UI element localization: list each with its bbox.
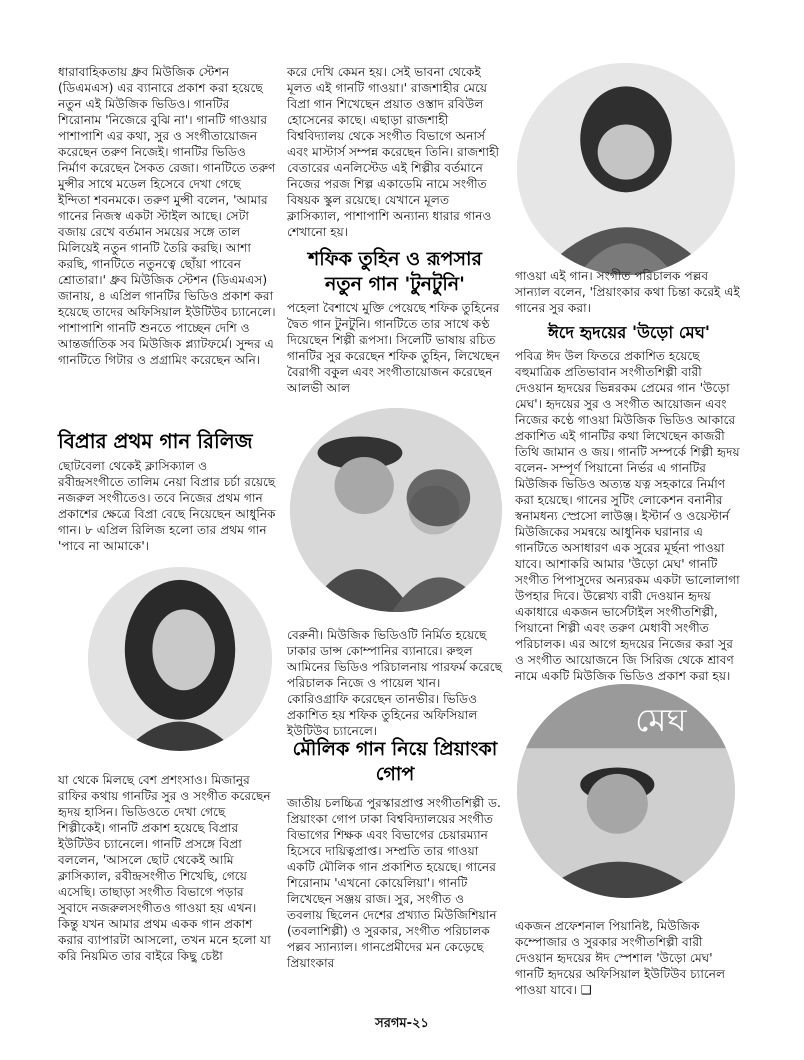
bipra-body-paragraph: যা থেকে মিলছে বেশ প্রশংসাও। মিজানুর রাফির কথায় গানটির সুর ও সংগীত করেছেন হৃদয় হাসিন। ভিডিওতে দেখা গেছে শিল্পীকেই। গানটি প্রকাশ হয়েছে বিপ্রার ইউটিউব চ্যানেলে। গানটি প্রসঙ্গে বিপ্রা বললেন, 'আসলে ছোট থেকেই আমি ক্লাসিক্যাল, রবীন্দ্রসংগীত শিখেছি, গেয়ে এসেছি। তাছাড়া সংগীত বিভাগে পড়ার সুবাদে নজরুলসংগীতও গাওয়া হয় এখন। কিন্তু যখন আমার প্রথম একক গান প্রকাশ করার ব্যাপারটা আসলো, তখন মনে হলো যা করি নিয়মিত তার বাইরে কিছু চেষ্টা — [58, 773, 271, 963]
column-1 — [58, 64, 276, 368]
bipra-body-block — [58, 772, 276, 964]
page-footer: সরগম-২১ — [375, 1016, 429, 1031]
eid-body-paragraph: পবিত্র ঈদ উল ফিতরে প্রকাশিত হয়েছে বহুমাত্রিক প্রতিভাবান সংগীতশিল্পী বারী দেওয়ান হৃদয়ের ভিন্নরকম প্রেমের গান 'উড়ো মেঘ'। হৃদয়ের সুর ও সংগীত আয়োজন এবং নিজের কণ্ঠে গাওয়া মিউজিক ভিডিও আকারে প্রকাশিত এই গানটির কথা লিখেছেন কাজরী তিথি জামান ও জয়। গানটি সম্পর্কে শিল্পী হৃদয় বলেন- সম্পূর্ণ পিয়ানো নির্ভর এ গানটির মিউজিক ভিডিও অত্যন্ত যত্ন সহকারে নির্মাণ করা হয়েছে। গানের সুটিং লোকেশন বনানীর স্বনামধন্য স্প্রেসো লাউঞ্জ। ইস্টার্ন ও ওয়েস্টার্ন মিউজিকের সমন্বয়ে আধুনিক ঘরানার এ গানটিতে অসাধারণ এক সুরের মূর্ছনা পাওয়া যাবে। আশাকরি আমার 'উড়ো মেঘ' গানটি সংগীত পিপাসুদের অন্যরকম একটা ভালোলাগা উপহার দিবে। উল্লেখ্য বারী দেওয়ান হৃদয় একাধারে একজন ভার্সেটাইল সংগীতশিল্পী, পিয়ানো শিল্পী এবং তরুণ মেধাবী সংগীত পরিচালক। এর আগে হৃদয়ের নিজের করা সুর ও সংগীত আয়োজনে জি সিরিজ থেকে শ্রাবণ নামে একটি মিউজিক ভিডিও প্রকাশ করা হয়। — [515, 349, 740, 683]
bipra-continued-paragraph: করে দেখি কেমন হয়। সেই ভাবনা থেকেই মূলত এই গানটি গাওয়া।' রাজশাহীর মেয়ে বিপ্রা গান শিখেছেন প্রয়াত ওস্তাদ রবিউল হোসেনের কাছে। এছাড়া রাজশাহী বিশ্ববিদ্যালয় থেকে সংগীত বিভাগে অনার্স এবং মাস্টার্স সম্পন্ন করেছেন তিনি। রাজশাহী বেতারের এনলিস্টেড এই শিল্পীর বর্তমানে নিজের পরজ শিল্প একাডেমি নামে সংগীত বিষয়ক স্কুল রয়েছে। যেখানে মূলত ক্লাসিক্যাল, পাশাপাশি অন্যান্য ধারার গানও শেখানো হয়। — [287, 65, 499, 239]
headline-priyanka: মৌলিক গান নিয়ে প্রিয়াংকা গোপ — [292, 738, 498, 785]
column-3 — [515, 268, 743, 316]
bipra-photo — [88, 567, 272, 751]
priyanka-photo — [517, 63, 735, 275]
end-mark-icon: ❑ — [580, 983, 592, 997]
eid-end-text: একজন প্রফেশনাল পিয়ানিষ্ট, মিউজিক কম্পোজার ও সুরকার সংগীতশিল্পী বারী দেওয়ান হৃদয়ের ঈদ স্পেশাল 'উড়ো মেঘ' গানটি হৃদয়ের অফিসিয়াল ইউটিউব চ্যানেল পাওয়া যাবে। — [515, 919, 726, 997]
headline-bipra: বিপ্রার প্রথম গান রিলিজ — [58, 429, 253, 453]
headline-urhomegh: ঈদে হৃদয়ের 'উড়ো মেঘ' — [548, 323, 710, 342]
tuntuni-body-block — [287, 627, 503, 739]
shafiq-tuhin-rupsa-photo — [290, 408, 502, 612]
eid-end-block — [515, 918, 743, 998]
eid-body-block — [515, 348, 743, 684]
photo-title-text: মেঘ — [635, 701, 687, 740]
tuntuni-intro-paragraph: পহেলা বৈশাখে মুক্তি পেয়েছে শফিক তুহিনের দ্বৈত গান টুনটুনি। গানটিতে তার সাথে কণ্ঠ দিয়েছেন শিল্পী রূপসা। সিলেটি ভাষায় রচিত গানটির সুর করেছেন শফিক তুহিন, লিখেছেন বৈরাগী বকুল এবং সংগীতায়োজন করেছেন আলভী আল — [287, 301, 500, 395]
priyanka-body-block — [287, 795, 503, 971]
column-2 — [287, 64, 503, 240]
eid-end-paragraph — [515, 918, 743, 998]
tuntuni-body-paragraph: বেরুনী। মিউজিক ভিডিওটি নির্মিত হয়েছে ঢাকার ডান্স কোম্পানির ব্যানারে। রুহুল আমিনের ভিডিও পরিচালনায় পারফর্ম করেছে পরিচালক নিজে ও পায়েল খান। কোরিওগ্রাফি করেছেন তানভীর। ভিডিও প্রকাশিত হয় শফিক তুহিনের অফিসিয়াল ইউটিউব চ্যানেলে। — [287, 628, 503, 738]
bipra-intro-paragraph: ছোটবেলা থেকেই ক্লাসিক্যাল ও রবীন্দ্রসংগীতে তালিম নেয়া বিপ্রার চর্চা রয়েছে নজরুল সংগীতেও। তবে নিজের প্রথম গান প্রকাশের ক্ষেত্রে বিপ্রা বেছে নিয়েছেন আধুনিক গান। ৮ এপ্রিল রিলিজ হলো তার প্রথম গান 'পাবে না আমাকে'। — [58, 459, 276, 553]
hridoy-photo — [517, 684, 735, 898]
tuntuni-intro-block — [287, 300, 503, 396]
bipra-intro-block — [58, 458, 276, 554]
intro-paragraph: ধারাবাহিকতায় ধ্রুব মিউজিক স্টেশন (ডিএমএস) এর ব্যানারে প্রকাশ করা হয়েছে নতুন এই মিউজিক ভিডিও। গানটির শিরোনাম 'নিজেরে বুঝি না'। গানটি গাওয়ার পাশাপাশি এর কথা, সুর ও সংগীতায়োজন করেছেন তরুণ নিজেই। গানটির ভিডিও নির্মাণ করেছেন সৈকত রেজা। গানটিতে তরুণ মুন্সীর সাথে মডেল হিসেবে দেখা গেছে ইন্দিতা শবনমকে। তরুণ মুন্সী বলেন, 'আমার গানের নিজস্ব একটা স্টাইল আছে। সেটা বজায় রেখে বর্তমান সময়ের সঙ্গে তাল মিলিয়েই নতুন গানটি তৈরি করছি। আশা করছি, গানটিতে নতুনত্বে ছোঁয়া পাবেন শ্রোতারা।' ধ্রুব মিউজিক স্টেশন (ডিএমএস) জানায়, ৪ এপ্রিল গানটির ভিডিও প্রকাশ করা হয়েছে তাদের অফিসিয়াল ইউটিউব চ্যানেলে। পাশাপাশি গানটি শুনতে পাচ্ছেন দেশি ও আন্তর্জাতিক সব মিউজিক প্ল্যাটফর্মে। সুন্দর এ গানটিতে গিটার ও প্রগ্রামিং করেছেন অনি। — [58, 65, 276, 367]
headline-tuntuni: শফিক তুহিন ও রূপসার নতুন গান 'টুনটুনি' — [308, 248, 482, 295]
priyanka-continued-paragraph: গাওয়া এই গান। সংগীত পরিচালক পল্লব সান্যাল বলেন, 'প্রিয়াংকার কথা চিন্তা করেই এই গানের সুর করা। — [515, 269, 740, 315]
priyanka-body-paragraph: জাতীয় চলচ্চিত্র পুরস্কারপ্রাপ্ত সংগীতশিল্পী ড. প্রিয়াংকা গোপ ঢাকা বিশ্ববিদ্যালয়ের সংগীত বিভাগের শিক্ষক এবং বিভাগের চেয়ারম্যান হিসেবে দায়িত্বপ্রাপ্ত। সম্প্রতি তার গাওয়া একটি মৌলিক গান প্রকাশিত হয়েছে। গানের শিরোনাম 'এখনো কোয়েলিয়া'। গানটি লিখেছেন সঞ্জয় রাজ। সুর, সংগীত ও তবলায় ছিলেন দেশের প্রখ্যাত মিউজিশিয়ান (তবলাশিল্পী) ও সুরকার, সংগীত পরিচালক পল্লব স্যান্যাল। গানপ্রেমীদের মন কেড়েছে প্রিয়াংকার — [287, 796, 501, 970]
